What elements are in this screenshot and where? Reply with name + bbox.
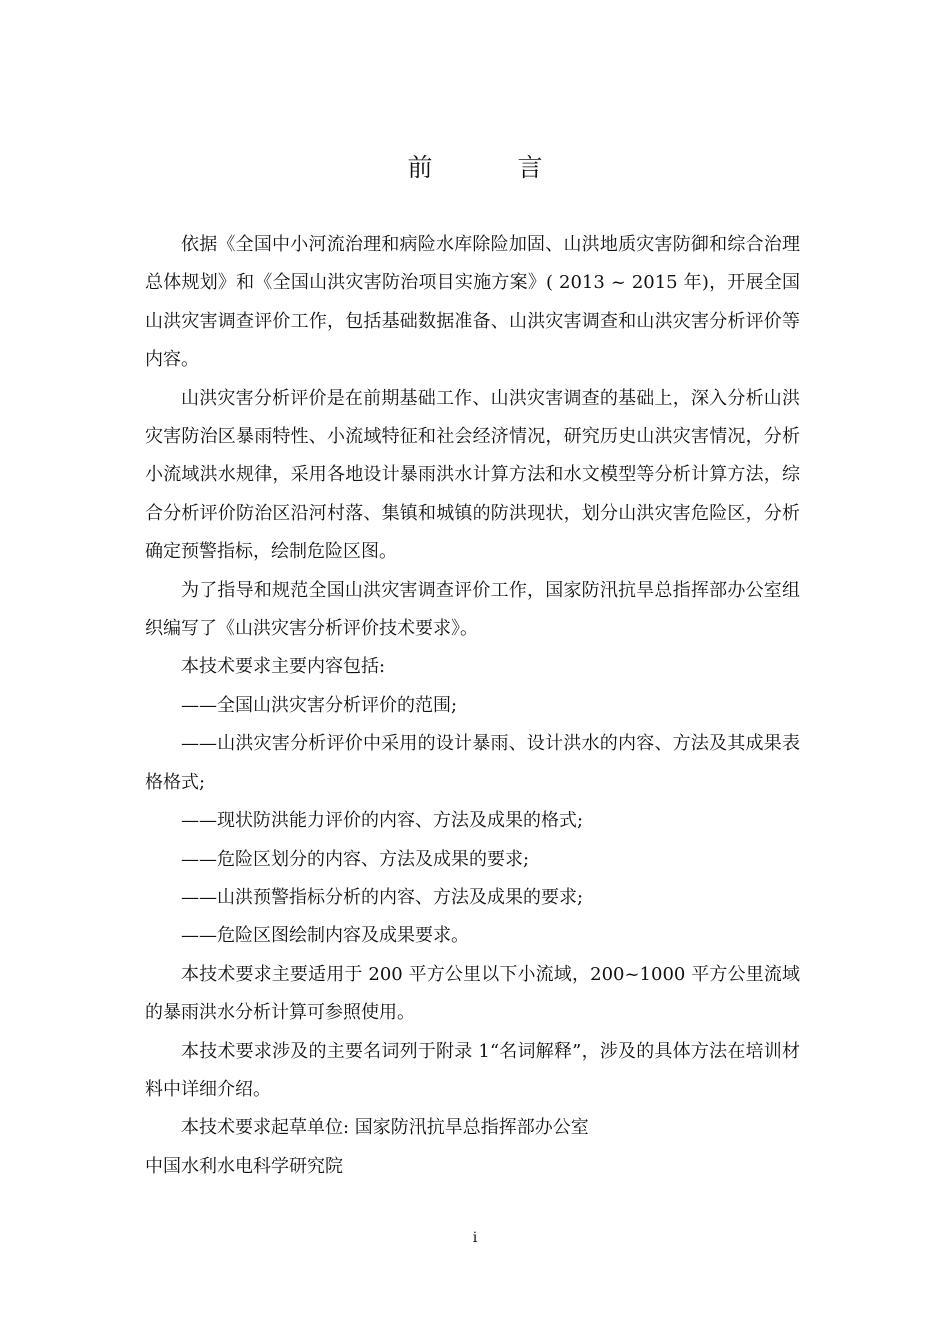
list-item: ——全国山洪灾害分析评价的范围; — [181, 694, 458, 716]
paragraph-applicability: 本技术要求主要适用于 200 平方公里以下小流域，200~1000 平方公里流域的暴雨洪水分析计算可参照使用。 — [145, 963, 800, 1024]
list-item: ——危险区图绘制内容及成果要求。 — [181, 925, 469, 947]
list-item: ——山洪预警指标分析的内容、方法及成果的要求; — [181, 886, 584, 908]
paragraph-terminology: 本技术要求涉及的主要名词列于附录 1“名词解释”，涉及的具体方法在培训材料中详细介绍。 — [145, 1040, 800, 1100]
list-item: ——危险区划分的内容、方法及成果的要求; — [181, 848, 530, 870]
page-title: 前 言 — [407, 153, 573, 182]
paragraph-purpose: 为了指导和规范全国山洪灾害调查评价工作，国家防汛抗旱总指挥部办公室组织编写了《山洪灾害分析评价技术要求》。 — [145, 579, 800, 640]
list-item: ——山洪灾害分析评价中采用的设计暴雨、设计洪水的内容、方法及其成果表格格式; — [145, 733, 800, 793]
page-number: i — [472, 1230, 478, 1246]
list-item: ——现状防洪能力评价的内容、方法及成果的格式; — [181, 810, 584, 832]
paragraph-contents-intro: 本技术要求主要内容包括: — [181, 656, 386, 678]
preface-body — [145, 226, 800, 1186]
paragraph-basis: 依据《全国中小河流治理和病险水库除险加固、山洪地质灾害防御和综合治理总体规划》和《全国山洪灾害防治项目实施方案》( 2013 ~ 2015 年)，开展全国山洪灾害调查评价工作，包括基础数据准备、山洪灾害调查和山洪灾害分析评价等内容。 — [145, 234, 800, 371]
drafting-unit-line: 本技术要求起草单位: 国家防汛抗旱总指挥部办公室 — [181, 1117, 589, 1139]
drafting-unit-second: 中国水利水电科学研究院 — [145, 1155, 343, 1177]
paragraph-analysis: 山洪灾害分析评价是在前期基础工作、山洪灾害调查的基础上，深入分析山洪灾害防治区暴雨特性、小流域特征和社会经济情况，研究历史山洪灾害情况，分析小流域洪水规律，采用各地设计暴雨洪水计算方法和水文模型等分析计算方法，综合分析评价防治区沿河村落、集镇和城镇的防洪现状，划分山洪灾害危险区，分析确定预警指标，绘制危险区图。 — [145, 387, 800, 563]
